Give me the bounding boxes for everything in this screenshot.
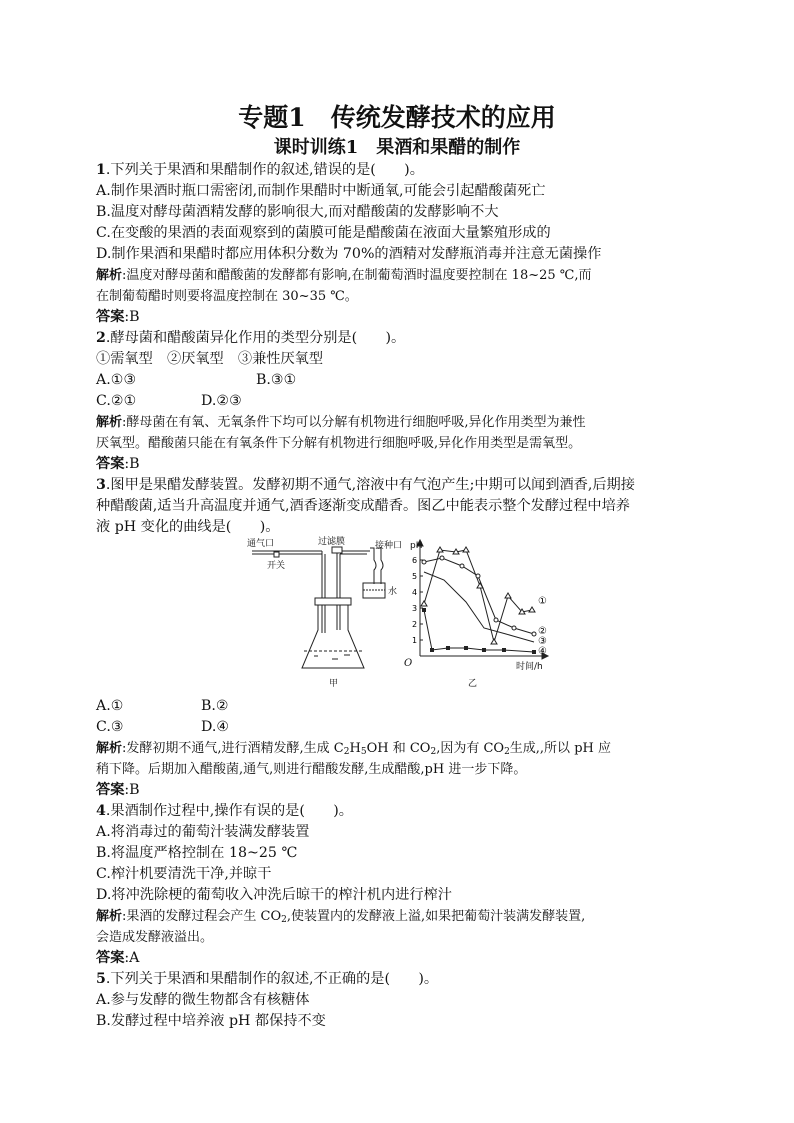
q3-option-d: D.④ [201, 719, 230, 735]
q3-analysis-text: 生成,,所以 pH 应 [509, 741, 611, 756]
ph-curves [421, 547, 547, 657]
filter-membrane [332, 547, 342, 553]
bulb-tube-2 [377, 548, 383, 584]
q4-analysis-text: ,使装置内的发酵液上溢,如果把葡萄汁装满发酵装置, [286, 909, 586, 924]
ph-curve-marker [463, 547, 469, 552]
y-tick-label: 1 [412, 636, 418, 645]
q4-option-d: D.将冲洗除梗的葡萄收入冲洗后晾干的榨汁机内进行榨汁 [96, 887, 452, 903]
q3-analysis-text: 发酵初期不通气,进行酒精发酵,生成 C [126, 741, 344, 756]
origin-label: O [404, 658, 413, 669]
q3-figure-svg [247, 537, 552, 689]
q4-number: 4 [96, 803, 106, 819]
figure-jia-label: 甲 [329, 679, 339, 689]
q2-option-c: C.②① [96, 393, 137, 409]
subscript: 2 [343, 747, 350, 757]
water-label: 水 [388, 587, 398, 597]
analysis-label: 解析 [96, 268, 123, 283]
q1-analysis-text: 温度对酵母菌和醋酸菌的发酵都有影响,在制葡萄酒时温度要控制在 18~25 ℃,而 [126, 268, 592, 283]
q2-analysis [96, 412, 696, 433]
ph-curve-marker [421, 601, 427, 606]
q3-option-b: B.② [201, 698, 229, 714]
q4-analysis-text: 果酒的发酵过程会产生 CO [126, 909, 282, 924]
answer-label: 答案 [96, 950, 125, 966]
analysis-label: 解析 [96, 741, 123, 756]
q4-stem-text: .果酒制作过程中,操作有误的是( )。 [105, 803, 353, 819]
colon: : [122, 741, 127, 756]
q1-answer [96, 307, 696, 328]
q5-stem [96, 969, 696, 990]
q2-option-a: A.①③ [96, 372, 137, 388]
y-tick-label: 2 [412, 620, 418, 629]
q5-option-b: B.发酵过程中培养液 pH 都保持不变 [96, 1013, 326, 1029]
q3-options-row1 [96, 696, 696, 717]
q3-option-c: C.③ [96, 719, 124, 735]
figure-yi-label: 乙 [468, 679, 478, 689]
q1-answer-value: B [129, 309, 140, 325]
q4-stem [96, 801, 696, 822]
ph-curve-marker [440, 556, 444, 560]
q4-answer [96, 948, 696, 969]
inlet-label: 通气口 [247, 539, 275, 549]
ph-curve-marker [532, 650, 536, 654]
q2-items: ①需氧型 ②厌氧型 ③兼性厌氧型 [96, 351, 324, 367]
q1-analysis-cont: 在制葡萄醋时则要将温度控制在 30~35 ℃。 [96, 289, 358, 304]
q1-stem-text: .下列关于果酒和果醋制作的叙述,错误的是( )。 [105, 162, 424, 178]
subscript: 2 [430, 747, 437, 757]
curve-label: ④ [538, 646, 547, 657]
y-tick-label: 6 [412, 556, 418, 565]
q4-answer-value: A [129, 950, 140, 966]
y-tick-label: 5 [412, 572, 418, 581]
colon: : [124, 309, 130, 325]
q1-number: 1 [96, 162, 106, 178]
q3-stem [96, 475, 696, 496]
q5-stem-text: .下列关于果酒和果醋制作的叙述,不正确的是( )。 [105, 971, 439, 987]
ph-curve-marker [491, 639, 497, 644]
q2-analysis-cont: 厌氧型。醋酸菌只能在有氧条件下分解有机物进行细胞呼吸,异化作用类型是需氧型。 [96, 436, 582, 451]
ph-curve-marker [430, 648, 434, 652]
q2-option-d: D.②③ [201, 393, 242, 409]
q3-stem-cont1: 种醋酸菌,适当升高温度并通气,酒香逐渐变成醋香。图乙中能表示整个发酵过程中培养 [96, 498, 630, 514]
q3-analysis-text: OH 和 CO [366, 741, 431, 756]
ph-curve-marker [476, 574, 480, 578]
q3-analysis-cont: 稍下降。后期加入醋酸菌,通气,则进行醋酸发酵,生成醋酸,pH 进一步下降。 [96, 762, 527, 777]
q3-options-row2 [96, 717, 696, 738]
answer-label: 答案 [96, 309, 125, 325]
q3-analysis-text: H [349, 741, 361, 756]
colon: : [124, 456, 130, 472]
ph-curve-marker [460, 564, 464, 568]
q3-figure [247, 537, 696, 696]
y-ticks [412, 556, 423, 645]
ph-curve-marker [505, 593, 511, 598]
q2-answer [96, 454, 696, 475]
q2-stem-text: .酵母菌和醋酸菌异化作用的类型分别是( )。 [105, 330, 406, 346]
q4-analysis-cont: 会造成发酵液溢出。 [96, 930, 214, 945]
answer-label: 答案 [96, 456, 125, 472]
page-subtitle: 课时训练1 果酒和果醋的制作 [273, 137, 521, 158]
curve-label: ① [538, 596, 547, 607]
q1-option-a: A.制作果酒时瓶口需密闭,而制作果醋时中断通氧,可能会引起醋酸菌死亡 [96, 183, 546, 199]
ph-curve-marker [502, 648, 506, 652]
q2-stem [96, 328, 696, 349]
q2-options-row1 [96, 370, 696, 391]
ph-curve-marker [422, 608, 426, 612]
q1-analysis [96, 265, 696, 286]
q3-answer [96, 780, 696, 801]
q4-option-a: A.将消毒过的葡萄汁装满发酵装置 [96, 824, 310, 840]
analysis-label: 解析 [96, 415, 123, 430]
q1-option-c: C.在变酸的果酒的表面观察到的菌膜可能是醋酸菌在液面大量繁殖形成的 [96, 225, 551, 241]
q5-option-a: A.参与发酵的微生物都含有核糖体 [96, 992, 310, 1008]
flask [302, 604, 364, 668]
q3-option-a: A.① [96, 698, 124, 714]
colon: : [122, 268, 127, 283]
q3-analysis-text: ,因为有 CO [436, 741, 505, 756]
ph-curve-marker [482, 648, 486, 652]
ph-curve-marker [437, 547, 443, 552]
subscript: 5 [360, 747, 367, 757]
colon: : [124, 782, 130, 798]
q1-option-b: B.温度对酵母菌酒精发酵的影响很大,而对醋酸菌的发酵影响不大 [96, 204, 499, 220]
bulb-tube [370, 548, 376, 584]
analysis-label: 解析 [96, 909, 123, 924]
q2-answer-value: B [129, 456, 140, 472]
colon: : [124, 950, 130, 966]
page-title: 专题1 传统发酵技术的应用 [238, 103, 556, 132]
q1-option-d: D.制作果酒和果醋时都应用体积分数为 70%的酒精对发酵瓶消毒并注意无菌操作 [96, 246, 602, 262]
port-label: 接种口 [375, 541, 403, 551]
ph-curve-marker [494, 618, 498, 622]
q1-stem [96, 160, 696, 181]
x-axis-label: 时间/h [516, 662, 543, 672]
q2-options-row2 [96, 391, 696, 412]
ph-graph [417, 540, 548, 659]
ph-curve-marker [529, 607, 535, 612]
colon: : [122, 415, 127, 430]
y-axis-label: pH [410, 541, 423, 551]
q5-number: 5 [96, 971, 106, 987]
q3-number: 3 [96, 477, 106, 493]
colon: : [122, 909, 127, 924]
curve-label: ② [538, 626, 547, 637]
y-tick-label: 4 [412, 588, 418, 597]
ph-curve-marker [512, 626, 516, 630]
ph-curve-marker [446, 646, 450, 650]
y-tick-label: 3 [412, 604, 418, 613]
subscript: 2 [281, 915, 287, 925]
answer-label: 答案 [96, 782, 125, 798]
ph-curve-2 [424, 558, 534, 634]
q2-option-b: B.③① [256, 372, 297, 388]
q3-stem-text: .图甲是果醋发酵装置。发酵初期不通气,溶液中有气泡产生;中期可以闻到酒香,后期接 [105, 477, 635, 493]
question-list [96, 160, 696, 1032]
q4-option-c: C.榨汁机要清洗干净,并晾干 [96, 866, 272, 882]
q4-analysis [96, 906, 696, 927]
ph-curve-marker [464, 646, 468, 650]
switch-valve [274, 552, 279, 557]
q2-number: 2 [96, 330, 106, 346]
q4-option-b: B.将温度严格控制在 18~25 ℃ [96, 845, 298, 861]
q3-stem-cont2: 液 pH 变化的曲线是( )。 [96, 519, 280, 535]
flask-stopper [315, 598, 351, 605]
ph-curve-4 [424, 610, 534, 652]
subscript: 2 [504, 747, 510, 757]
filter-label: 过滤膜 [318, 537, 346, 547]
ph-curve-marker [422, 560, 426, 564]
switch-label: 开关 [267, 561, 286, 571]
ph-curve-marker [532, 632, 536, 636]
q3-analysis [96, 738, 696, 759]
q2-analysis-text: 酵母菌在有氧、无氧条件下均可以分解有机物进行细胞呼吸,异化作用类型为兼性 [126, 415, 586, 430]
q3-answer-value: B [129, 782, 140, 798]
curve-label: ③ [538, 636, 547, 647]
